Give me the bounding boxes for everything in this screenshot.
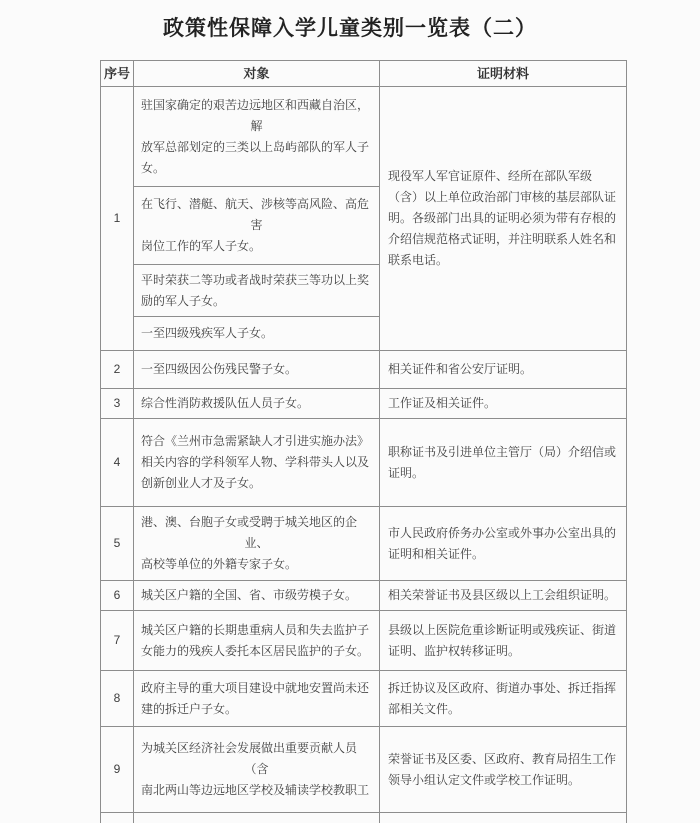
- object-cell: 一至四级因公伤残民警子女。: [134, 351, 380, 389]
- row-num: 2: [101, 351, 134, 389]
- material-cell: 荣誉证书及区委、区政府、教育局招生工作领导小组认定文件或学校工作证明。: [380, 727, 627, 813]
- object-cell: 为城关区经济社会发展做出重要贡献人员 （含 南北两山等边远地区学校及辅读学校教职工: [134, 727, 380, 813]
- table-row: [101, 351, 627, 389]
- object-cell: 平时荣获二等功或者战时荣获三等功以上奖励的军人子女。: [134, 265, 380, 317]
- table-row: [101, 611, 627, 671]
- policy-category-table: [100, 60, 627, 823]
- object-cell: 符合《兰州市急需紧缺人才引进实施办法》相关内容的学科领军人物、学科带头人以及创新创业人才及子女。: [134, 419, 380, 507]
- material-cell: 工作证及相关证件。: [380, 389, 627, 419]
- material-cell: 市人民政府侨务办公室或外事办公室出具的证明和相关证件。: [380, 507, 627, 581]
- table-row: [101, 581, 627, 611]
- row-num: 8: [101, 671, 134, 727]
- row-num: 6: [101, 581, 134, 611]
- row-num: 7: [101, 611, 134, 671]
- header-num: 序号: [101, 61, 134, 87]
- material-cell: 相关证件和省公安厅证明。: [380, 351, 627, 389]
- page-title: 政策性保障入学儿童类别一览表（二）: [163, 17, 537, 40]
- material-cell: [380, 813, 627, 823]
- object-cell: 综合性消防救援队伍人员子女。: [134, 389, 380, 419]
- material-cell: 职称证书及引进单位主管厅（局）介绍信或证明。: [380, 419, 627, 507]
- material-cell: 相关荣誉证书及县区级以上工会组织证明。: [380, 581, 627, 611]
- material-cell: 县级以上医院危重诊断证明或残疾证、街道证明、监护权转移证明。: [380, 611, 627, 671]
- object-cell: [134, 813, 380, 823]
- row-num: 5: [101, 507, 134, 581]
- object-cell: 政府主导的重大项目建设中就地安置尚未还建的拆迁户子女。: [134, 671, 380, 727]
- table-row: [101, 419, 627, 507]
- object-cell: 在飞行、潜艇、航天、涉核等高风险、高危 害 岗位工作的军人子女。: [134, 187, 380, 265]
- header-material: 证明材料: [380, 61, 627, 87]
- header-object: 对象: [134, 61, 380, 87]
- object-cell: 一至四级残疾军人子女。: [134, 317, 380, 351]
- table-row: [101, 507, 627, 581]
- table-row: [101, 87, 627, 187]
- partial-row: [101, 813, 627, 823]
- table-row: [101, 671, 627, 727]
- object-cell: 城关区户籍的全国、省、市级劳模子女。: [134, 581, 380, 611]
- object-cell: 驻国家确定的艰苦边远地区和西藏自治区， 解 放军总部划定的三类以上岛屿部队的军人子 女。: [134, 87, 380, 187]
- material-cell: 拆迁协议及区政府、街道办事处、拆迁指挥部相关文件。: [380, 671, 627, 727]
- header-row: [101, 61, 627, 87]
- row-num: 1: [101, 87, 134, 351]
- row-num: 4: [101, 419, 134, 507]
- row-num: 3: [101, 389, 134, 419]
- row-num: [101, 813, 134, 823]
- table-row: [101, 727, 627, 813]
- object-cell: 城关区户籍的长期患重病人员和失去监护子女能力的残疾人委托本区居民监护的子女。: [134, 611, 380, 671]
- material-cell: 现役军人军官证原件、经所在部队军级（含）以上单位政治部门审核的基层部队证明。各级部门出具的证明必须为带有存根的介绍信规范格式证明，并注明联系人姓名和联系电话。: [380, 87, 627, 351]
- table-row: [101, 389, 627, 419]
- row-num: 9: [101, 727, 134, 813]
- object-cell: 港、澳、台胞子女或受聘于城关地区的企 业、 高校等单位的外籍专家子女。: [134, 507, 380, 581]
